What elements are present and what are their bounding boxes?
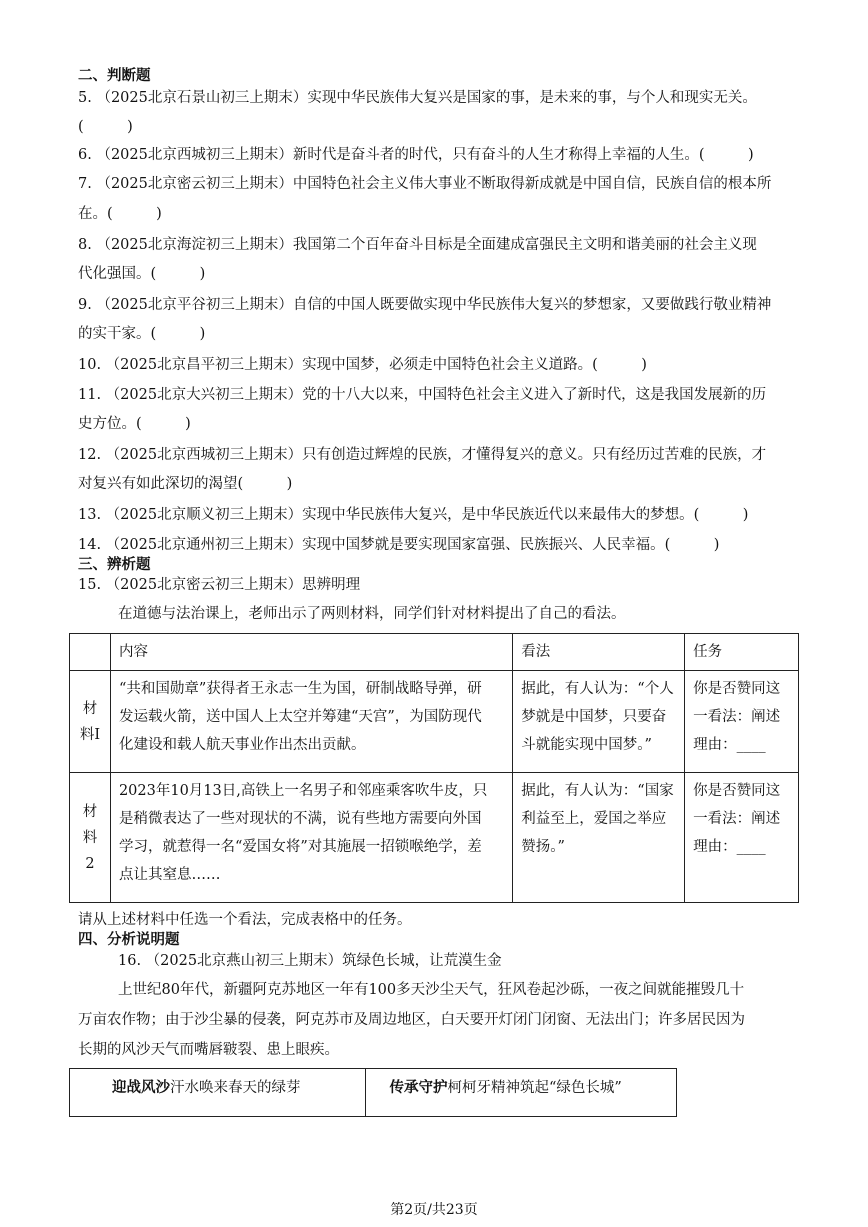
table-row [70, 671, 799, 773]
question-8: 8. （2025北京海淀初三上期末）我国第二个百年奋斗目标是全面建成富强民主文明和谐美丽的社会主义现 [78, 237, 757, 253]
section-heading-judgment: 二、判断题 [78, 68, 151, 84]
materials-table [69, 633, 799, 903]
material-2-task: 你是否赞同这 一看法：阐述 理由：____ [685, 773, 799, 903]
row-label-material-2: 材 料 2 [70, 773, 111, 903]
question-11-cont: 史方位。( ) [78, 416, 191, 432]
question-16-para-line-2: 万亩农作物；由于沙尘暴的侵袭，阿克苏市及周边地区，白天要开灯闭门闭窗、无法出门；许多居民因为 [78, 1012, 745, 1028]
question-5: 5. （2025北京石景山初三上期末）实现中华民族伟大复兴是国家的事，是未来的事，与个人和现实无关。 [78, 90, 757, 106]
material-2-content: 2023年10月13日,高铁上一名男子和邻座乘客吹牛皮，只 是稍微表达了一些对现状的不满，说有些地方需要向外国 学习，就惹得一名“爱国女将”对其施展一招锁喉绝学，差 点让其窒息…… [110, 773, 512, 903]
question-6: 6. （2025北京西城初三上期末）新时代是奋斗者的时代，只有奋斗的人生才称得上幸福的人生。( ) [78, 147, 754, 163]
question-11: 11. （2025北京大兴初三上期末）党的十八大以来，中国特色社会主义进入了新时代，这是我国发展新的历 [78, 387, 767, 403]
row-label-material-1: 材 料Ⅰ [70, 671, 111, 773]
question-10: 10. （2025北京昌平初三上期末）实现中国梦，必须走中国特色社会主义道路。( ) [78, 357, 647, 373]
question-12: 12. （2025北京西城初三上期末）只有创造过辉煌的民族，才懂得复兴的意义。只有经历过苦难的民族，才 [78, 447, 767, 463]
question-7: 7. （2025北京密云初三上期末）中国特色社会主义伟大事业不断取得新成就是中国自信，民族自信的根本所 [78, 176, 772, 192]
section-heading-explain: 四、分析说明题 [78, 932, 180, 948]
page-footer: 第2页/共23页 [390, 1202, 478, 1218]
theme-table [69, 1068, 677, 1117]
answer-bracket-5: ( ) [78, 119, 133, 135]
question-16-para-line-3: 长期的风沙天气而嘴唇皲裂、患上眼疾。 [78, 1042, 339, 1058]
material-2-view: 据此，有人认为：“国家 利益至上，爱国之举应 赞扬。” [513, 773, 685, 903]
header-empty [70, 634, 111, 671]
question-16-title: 16. （2025北京燕山初三上期末）筑绿色长城，让荒漠生金 [118, 953, 502, 969]
question-16-para-line-1: 上世纪80年代，新疆阿克苏地区一年有100多天沙尘天气，狂风卷起沙砾，一夜之间就能摧毁几十 [118, 982, 745, 998]
question-13: 13. （2025北京顺义初三上期末）实现中华民族伟大复兴，是中华民族近代以来最伟大的梦想。( ) [78, 507, 749, 523]
table-header-row [70, 634, 799, 671]
question-12-cont: 对复兴有如此深切的渴望( ) [78, 476, 293, 492]
table-row [70, 1069, 677, 1117]
header-task: 任务 [685, 634, 799, 671]
question-15-instruction: 请从上述材料中任选一个看法，完成表格中的任务。 [78, 912, 412, 928]
theme-cell-1: 迎战风沙汗水唤来春天的绿芽 [70, 1069, 366, 1117]
section-heading-analysis: 三、辨析题 [78, 557, 151, 573]
question-9-cont: 的实干家。( ) [78, 326, 206, 342]
question-15-intro: 在道德与法治课上，老师出示了两则材料，同学们针对材料提出了自己的看法。 [118, 606, 626, 622]
material-1-task: 你是否赞同这 一看法：阐述 理由：____ [685, 671, 799, 773]
question-14: 14. （2025北京通州初三上期末）实现中国梦就是要实现国家富强、民族振兴、人民幸福。( ) [78, 537, 720, 553]
header-content: 内容 [110, 634, 512, 671]
header-view: 看法 [513, 634, 685, 671]
material-1-view: 据此，有人认为：“个人 梦就是中国梦，只要奋 斗就能实现中国梦。” [513, 671, 685, 773]
question-9: 9. （2025北京平谷初三上期末）自信的中国人既要做实现中华民族伟大复兴的梦想家，又要做践行敬业精神 [78, 297, 772, 313]
table-row [70, 773, 799, 903]
question-8-cont: 代化强国。( ) [78, 266, 206, 282]
question-7-cont: 在。( ) [78, 206, 162, 222]
question-15-title: 15. （2025北京密云初三上期末）思辨明理 [78, 577, 361, 593]
material-1-content: “共和国勋章”获得者王永志一生为国，研制战略导弹，研 发运载火箭，送中国人上太空并筹建“天宫”，为国防现代 化建设和载人航天事业作出杰出贡献。 [110, 671, 512, 773]
theme-cell-2: 传承守护柯柯牙精神筑起“绿色长城” [365, 1069, 677, 1117]
